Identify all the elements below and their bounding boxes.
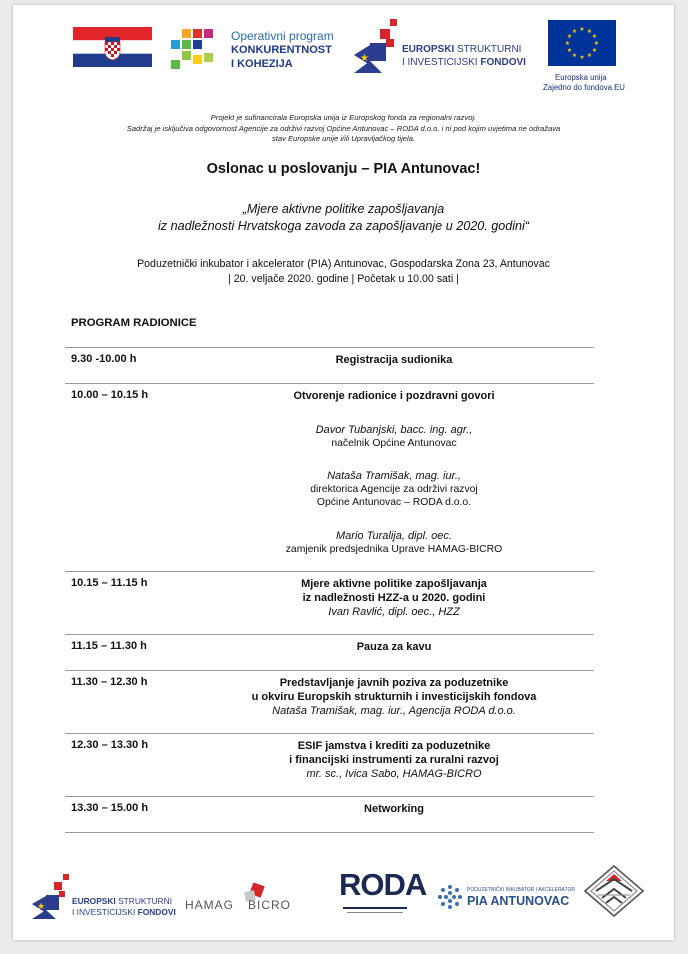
pia-antunovac-logo	[437, 883, 575, 917]
svg-text:★: ★	[564, 40, 571, 47]
speaker-role: Općine Antunovac – RODA d.o.o.	[316, 497, 472, 508]
svg-text:★: ★	[593, 40, 600, 47]
hamag-text: HAMAG BICRO	[185, 898, 292, 912]
program-time: 10.00 – 10.15 h	[71, 389, 149, 401]
program-time: 12.30 – 13.30 h	[71, 739, 149, 751]
subtitle-line: „Mjere aktivne politike zapošljavanja	[242, 202, 445, 216]
program-title-line: u okviru Europskih strukturnih i investicijskih fondova	[251, 691, 537, 703]
program-item	[193, 577, 595, 619]
table-divider	[65, 571, 594, 572]
opkk-line1: Operativni program	[231, 29, 334, 43]
program-item	[193, 739, 595, 781]
opkk-line3: I KOHEZIJA	[231, 58, 293, 70]
program-title: Otvorenje radionice i pozdravni govori	[293, 390, 495, 402]
program-title-line: iz nadležnosti HZZ-a u 2020. godini	[302, 592, 486, 604]
disclaimer-line: Projekt je sufinancirala Europska unija iz Europskog fonda za regionalni razvoj.	[210, 113, 477, 122]
svg-text:★: ★	[579, 26, 585, 33]
program-item	[193, 676, 595, 718]
program-title-line: i financijski instrumenti za ruralni razvoj	[289, 754, 499, 766]
svg-text:★: ★	[586, 52, 593, 59]
program-time: 11.30 – 12.30 h	[71, 676, 148, 688]
program-time: 10.15 – 11.15 h	[71, 577, 148, 589]
table-divider	[65, 634, 594, 635]
roda-subline	[347, 912, 403, 913]
svg-text:★: ★	[37, 902, 46, 912]
venue-info	[13, 257, 674, 287]
program-speaker: Ivan Ravlić, dipl. oec., HZZ	[328, 606, 460, 618]
eu-line2: Zajedno do fondova EU	[543, 83, 625, 92]
table-divider	[65, 733, 594, 734]
svg-text:★: ★	[571, 52, 578, 59]
svg-text:★: ★	[591, 33, 598, 40]
esi-header-line1: EUROPSKI STRUKTURNI	[402, 44, 522, 55]
speaker-block	[193, 529, 595, 556]
speaker-role: zamjenik predsjednika Uprave HAMAG-BICRO	[285, 544, 503, 555]
table-divider	[65, 347, 594, 348]
pia-small-text: PODUZETNIČKI INKUBATOR I AKCELERATOR	[467, 887, 575, 893]
program-title: Networking	[364, 803, 424, 815]
speaker-name: Davor Tubanjski, bacc. ing. agr.,	[315, 424, 473, 436]
funding-disclaimer	[13, 113, 674, 145]
speaker-block	[193, 423, 595, 450]
esi-header-line2: I INVESTICIJSKI FONDOVI	[402, 57, 526, 68]
roda-text: RODA	[339, 867, 427, 902]
program-speaker: Nataša Tramišak, mag. iur., Agencija RODA d.o.o.	[272, 705, 516, 717]
program-title: Pauza za kavu	[356, 641, 432, 653]
program-heading: PROGRAM RADIONICE	[71, 317, 197, 329]
eu-flag-logo	[545, 20, 639, 92]
table-divider	[65, 832, 594, 833]
venue-date: | 20. veljače 2020. godine | Početak u 10.00 sati |	[228, 273, 459, 285]
subtitle-line: iz nadležnosti Hrvatskoga zavoda za zapošljavanje u 2020. godini“	[157, 219, 530, 233]
footer-esi-line2: I INVESTICIJSKI FONDOVI	[72, 907, 176, 917]
document-page	[13, 5, 674, 940]
document-title: Oslonac u poslovanju – PIA Antunovac!	[206, 161, 481, 177]
eu-line1: Europska unija	[555, 73, 607, 82]
footer-esi-line1: EUROPSKI STRUKTURNI	[72, 896, 173, 906]
program-title-line: Predstavljanje javnih poziva za poduzetnike	[279, 677, 509, 689]
svg-text:★: ★	[591, 47, 598, 54]
program-title: Registracija sudionika	[335, 354, 453, 366]
svg-text:★: ★	[586, 28, 593, 35]
speaker-role: direktorica Agencije za održivi razvoj	[310, 484, 478, 495]
roda-underline	[343, 907, 407, 909]
speaker-name: Nataša Tramišak, mag. iur.,	[327, 470, 461, 482]
program-time: 13.30 – 15.00 h	[71, 802, 149, 814]
svg-text:★: ★	[360, 53, 369, 64]
roda-logo	[339, 867, 427, 917]
document-subtitle	[13, 201, 674, 235]
hamag-bicro-logo	[185, 883, 320, 919]
svg-text:★: ★	[566, 47, 573, 54]
opkk-logo	[170, 27, 345, 73]
table-divider	[65, 383, 594, 384]
svg-text:★: ★	[571, 28, 578, 35]
table-divider	[65, 670, 594, 671]
speaker-name: Mario Turalija, dipl. oec.	[336, 530, 452, 542]
speaker-role: načelnik Općine Antunovac	[331, 438, 457, 449]
venue-address: Poduzetnički inkubator i akcelerator (PIA) Antunovac, Gospodarska Zona 23, Antunovac	[137, 258, 550, 270]
program-time: 9.30 -10.00 h	[71, 353, 137, 365]
esi-funds-logo	[352, 17, 532, 73]
svg-text:★: ★	[579, 54, 585, 61]
program-time: 11.15 – 11.30 h	[71, 640, 147, 652]
speaker-block	[193, 469, 595, 509]
table-divider	[65, 796, 594, 797]
croatian-flag-logo	[73, 27, 152, 67]
footer-esi-logo	[31, 873, 181, 919]
opkk-line2: KONKURENTNOST	[231, 44, 332, 56]
program-speaker: mr. sc., Ivica Sabo, HAMAG-BICRO	[306, 768, 482, 780]
disclaimer-line: Sadržaj je isključiva odgovornost Agencije za održivi razvoj Općine Antunovac – RODA d.o.o. i ni pod kojim uvjetima ne odražava	[126, 123, 561, 133]
disclaimer-line: stav Europske unije i/ili Upravljačkog tijela.	[271, 134, 416, 143]
pia-big-text: PIA ANTUNOVAC	[467, 894, 570, 908]
program-title-line: ESIF jamstva i krediti za poduzetnike	[297, 740, 491, 752]
program-title-line: Mjere aktivne politike zapošljavanja	[301, 578, 487, 590]
diamond-emblem-logo	[584, 865, 644, 917]
svg-text:★: ★	[566, 33, 573, 40]
